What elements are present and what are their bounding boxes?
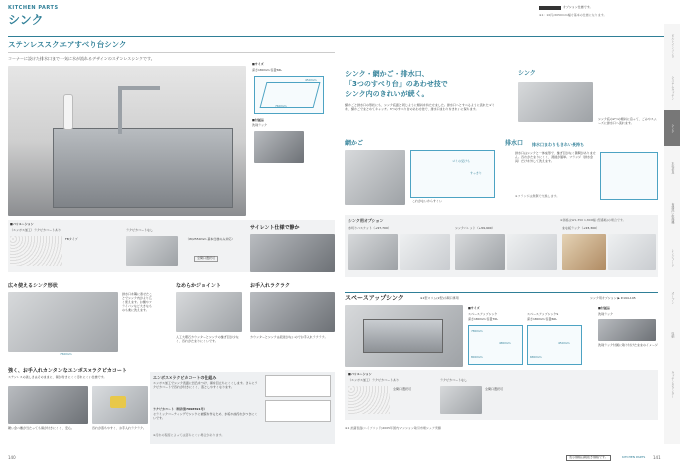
option-3-name: まな板ラック（+¥3,300） [562, 226, 599, 230]
feature-3-text: カウンターとシンクは段差がないのでお手入れラクラク。 [250, 335, 328, 339]
embos-photo-2 [92, 386, 148, 424]
embos-box-sub-text: セラミックコーティングでシンクに被膜を作るため、水垢や油汚れがつきにくいです。 [153, 412, 258, 420]
accessory-label: ■付属品 [252, 118, 264, 122]
embos-box-title: エンボス×ラクピカコートの仕組み [153, 375, 217, 380]
embos-title: 強く、お手入れカンタンなエンボス×ラクピカコート [8, 368, 127, 374]
step-dim-4: 680mm [530, 355, 542, 359]
price-note: 表示価格は税抜き価格です。 [566, 455, 611, 461]
feature-1-photo [8, 292, 118, 352]
section-title: ステンレススクエアすべり台シンク [8, 40, 127, 49]
feature-1-dim: 760mm [60, 352, 72, 356]
side-nav-item-1[interactable]: システムキッチン [670, 76, 675, 100]
drain-subtitle: 排水口まわりもきれい長持ち [532, 142, 584, 147]
option-1-name: 水切りバスケット（+¥7,700） [348, 226, 391, 230]
embos-box-text: エンボス加工でシンク表面に凹凸をつけ、傷を目立ちにくくします。さらにラクピカコートで汚れが付きにくく、落としやすくなります。 [153, 381, 258, 389]
variation-item-1: （エンボス加工）ラクピカコートあり [10, 228, 62, 232]
drain-title: 排水口 [505, 140, 524, 147]
basket-caption-2: ゴミの受けも [452, 159, 471, 163]
section-rule [8, 52, 335, 53]
option-1-photo-b [400, 234, 450, 270]
drain-note: ※フランジは無償で交換します。 [515, 194, 560, 198]
headline-3: シンク内のきれいが続く。 [345, 90, 429, 98]
variation-item-2: ラクピカコートなし [126, 228, 154, 232]
variation-label: ■バリエーション [10, 222, 34, 226]
option-2-photo-b [507, 234, 557, 270]
step-dim-3: 480mm [499, 341, 511, 345]
step-sink-photo [345, 305, 463, 367]
side-nav-item-7[interactable]: 収納 [670, 332, 675, 338]
step-accessory-item: 洗剤ラック [598, 312, 613, 316]
size-spec: 深さ180mm 容量56L [252, 68, 283, 72]
sink-block-text: シンク底の2つの傾斜に沿って、ごみやスムーズに排水口へ流れます。 [598, 117, 657, 125]
embos-box-note: ※汚れの程度によっては落ちにくい場合があります。 [153, 433, 225, 437]
sponge [110, 396, 126, 408]
side-nav-item-4[interactable]: 食器洗い乾燥機 [670, 202, 675, 224]
left-page-number: 140 [8, 455, 16, 460]
step-accessory-label: ■付属品 [598, 306, 610, 310]
step-dim-1: 800mm [471, 355, 483, 359]
side-nav-item-3[interactable]: 水栓金具 [670, 162, 675, 174]
footnote: ※1 抗菌表面(ハイブリッド)2005年国内マンション取引市場シェア実績 [345, 426, 441, 430]
step-subtitle: ※1型スリム(2型)小間口専用 [420, 296, 459, 300]
embos-mechanism-box [150, 372, 335, 444]
feature-3-title: お手入れラクラク [250, 283, 291, 289]
feature-2-title: なめらかジョイント [176, 283, 221, 289]
step-size-1-name: スペースアップシンク [468, 312, 498, 316]
step-chip-1: 全間口選択可 [393, 387, 412, 391]
page-title: シンク [8, 13, 44, 27]
category-label: KITCHEN PARTS [8, 5, 59, 11]
step-plain-swatch [440, 386, 482, 414]
headline-1: シンク・網かご・排水口、 [345, 70, 429, 78]
side-nav-item-0[interactable]: ビルトインコンロ [670, 34, 675, 58]
options-title: シンク用オプション [348, 218, 384, 223]
feature-2-photo [176, 292, 242, 332]
size-diagram [254, 76, 324, 114]
mechanism-diagram-2 [265, 400, 331, 422]
soap-bottle [63, 94, 73, 130]
feature-1-title: 広々使えるシンク形状 [8, 283, 58, 289]
step-rule [345, 292, 658, 293]
feature-3-photo [250, 292, 335, 332]
silent-title: サイレント仕様で静か [250, 225, 300, 231]
step-title: スペースアップシンク [345, 295, 404, 302]
size-label: ■サイズ [252, 62, 264, 66]
sink-block-title: シンク [518, 70, 536, 77]
mechanism-diagram-1 [265, 375, 331, 397]
feature-1-text: 排水口を隅に寄せたことでシンク内がより広く使えます。お鍋やフライパンなど大きなものも楽に洗えます。 [122, 292, 153, 312]
headline-2: 「3つのすべり台」のあわせ技で [345, 80, 448, 88]
sink-block-photo [518, 82, 593, 122]
faucet-spout [118, 86, 160, 90]
right-page-label: KITCHEN PARTS [622, 455, 646, 459]
emboss-swatch [10, 236, 62, 266]
step-accessory-photo [598, 319, 656, 341]
drain-diagram [600, 152, 658, 200]
step-diagram-2 [527, 325, 582, 365]
embos-text: ステンレスの美しさはそのままに、傷が付きにくく汚れにくい仕様です。 [8, 375, 107, 379]
step-variation-label: ■バリエーション [348, 372, 372, 376]
step-accessory-note: 洗剤ラック付属に取り付けたままのイメージ [598, 343, 658, 347]
size-dim-depth: 450mm [305, 78, 317, 82]
feature-2-text: 人工大理石カウンターとシンクの継ぎ目が少なく、汚れがたまりにくいです。 [176, 335, 239, 343]
side-nav-item-8[interactable]: キッチンカウンター [670, 370, 675, 398]
variation-chip-1: FBタイプ [65, 237, 78, 241]
hero-sink-photo [8, 66, 246, 216]
step-emboss-swatch [348, 386, 390, 414]
accessory-item: 洗剤ラック [252, 123, 267, 127]
basket-diagram [410, 150, 495, 198]
right-page-number: 141 [653, 455, 661, 460]
faucet [118, 86, 122, 134]
basket-title: 網かご [345, 140, 364, 147]
option-2-photo [455, 234, 505, 270]
step-size-1-spec: 深さ180mm 容量70L [468, 317, 499, 321]
step-variation-2: ラクピカコートなし [440, 378, 468, 382]
variation-item-3: （W/2550mm 基本仕様のみ対応） [186, 237, 235, 241]
step-size-label: ■サイズ [468, 306, 480, 310]
header-note: ※1：10円/2050mm幅寸基本の仕様になります。 [539, 13, 607, 17]
silent-photo [250, 234, 335, 272]
side-nav-item-sink[interactable]: シンク [664, 110, 680, 146]
step-size-2-name: スペースアップシンクS [527, 312, 559, 316]
embos-box-sub: ラクピカコート（特許第7098591号） [153, 407, 207, 411]
sink-basin [53, 128, 233, 208]
size-dim-width: 760mm [275, 104, 287, 108]
step-variation-1: （エンボス加工）ラクピカコートあり [348, 378, 400, 382]
basket-caption-1: これがないからすくい [412, 199, 443, 203]
step-size-2-spec: 深さ180mm 容量60L [527, 317, 558, 321]
header-rule [8, 36, 670, 37]
option-1-photo [348, 234, 398, 270]
embos-photo-1 [8, 386, 88, 424]
side-nav-item-6[interactable]: オーブン [670, 292, 675, 304]
step-chip-2: 全間口選択可 [485, 387, 504, 391]
basket-photo [345, 150, 405, 205]
option-legend-swatch [539, 6, 561, 10]
option-3-photo [562, 234, 606, 270]
step-dim-5: 450mm [558, 341, 570, 345]
option-3-photo-b [608, 234, 656, 270]
step-ref: シンク用オプション ▶ P.194-195 [590, 296, 636, 300]
plain-swatch [126, 236, 178, 266]
embos-caption-2: 汚れが落ちやすく、お手入れラクラク。 [92, 426, 146, 430]
headline-text: 網かごと排水口の形状にも、シンク底面と同じように傾斜を持たせました。排水口へとすべるように流れたゴミを、網かごでまとめてキャッチ。3つのすべり台のあわせ技で、排水口まわりをきれいに保ちます。 [345, 103, 495, 111]
step-diagram-1 [468, 325, 523, 365]
step-dim-2: 780mm [471, 329, 483, 333]
embos-caption-1: 硬い金べ擦が当たっても傷が付きにくく、安心。 [8, 426, 74, 430]
section-subtitle: コーナーに設けた排水口まで一気に水が流れるデザインのステンレスシンクです。 [8, 56, 155, 61]
step-sink-basin [363, 319, 443, 353]
side-nav-item-5[interactable]: レンジフード [670, 249, 675, 267]
basket-caption-3: すっきり [470, 171, 482, 175]
options-note: ※価格はW1,350 1,800幅 (型番略)の場合です。 [560, 218, 626, 222]
detergent-rack-photo [254, 131, 304, 163]
drain-text: 排水口はシンクと一体成形で、継ぎ目がなく隙間がありません。汚れがたまりにくく、清掃が簡単。フランジ（排水金具）だけを外して洗えます。 [515, 151, 596, 163]
variation-chip-2: 全間口選択可 [194, 256, 218, 262]
option-2-name: シンクパレット（+¥9,900） [455, 226, 495, 230]
option-legend: オプション仕様です。 [563, 5, 593, 9]
